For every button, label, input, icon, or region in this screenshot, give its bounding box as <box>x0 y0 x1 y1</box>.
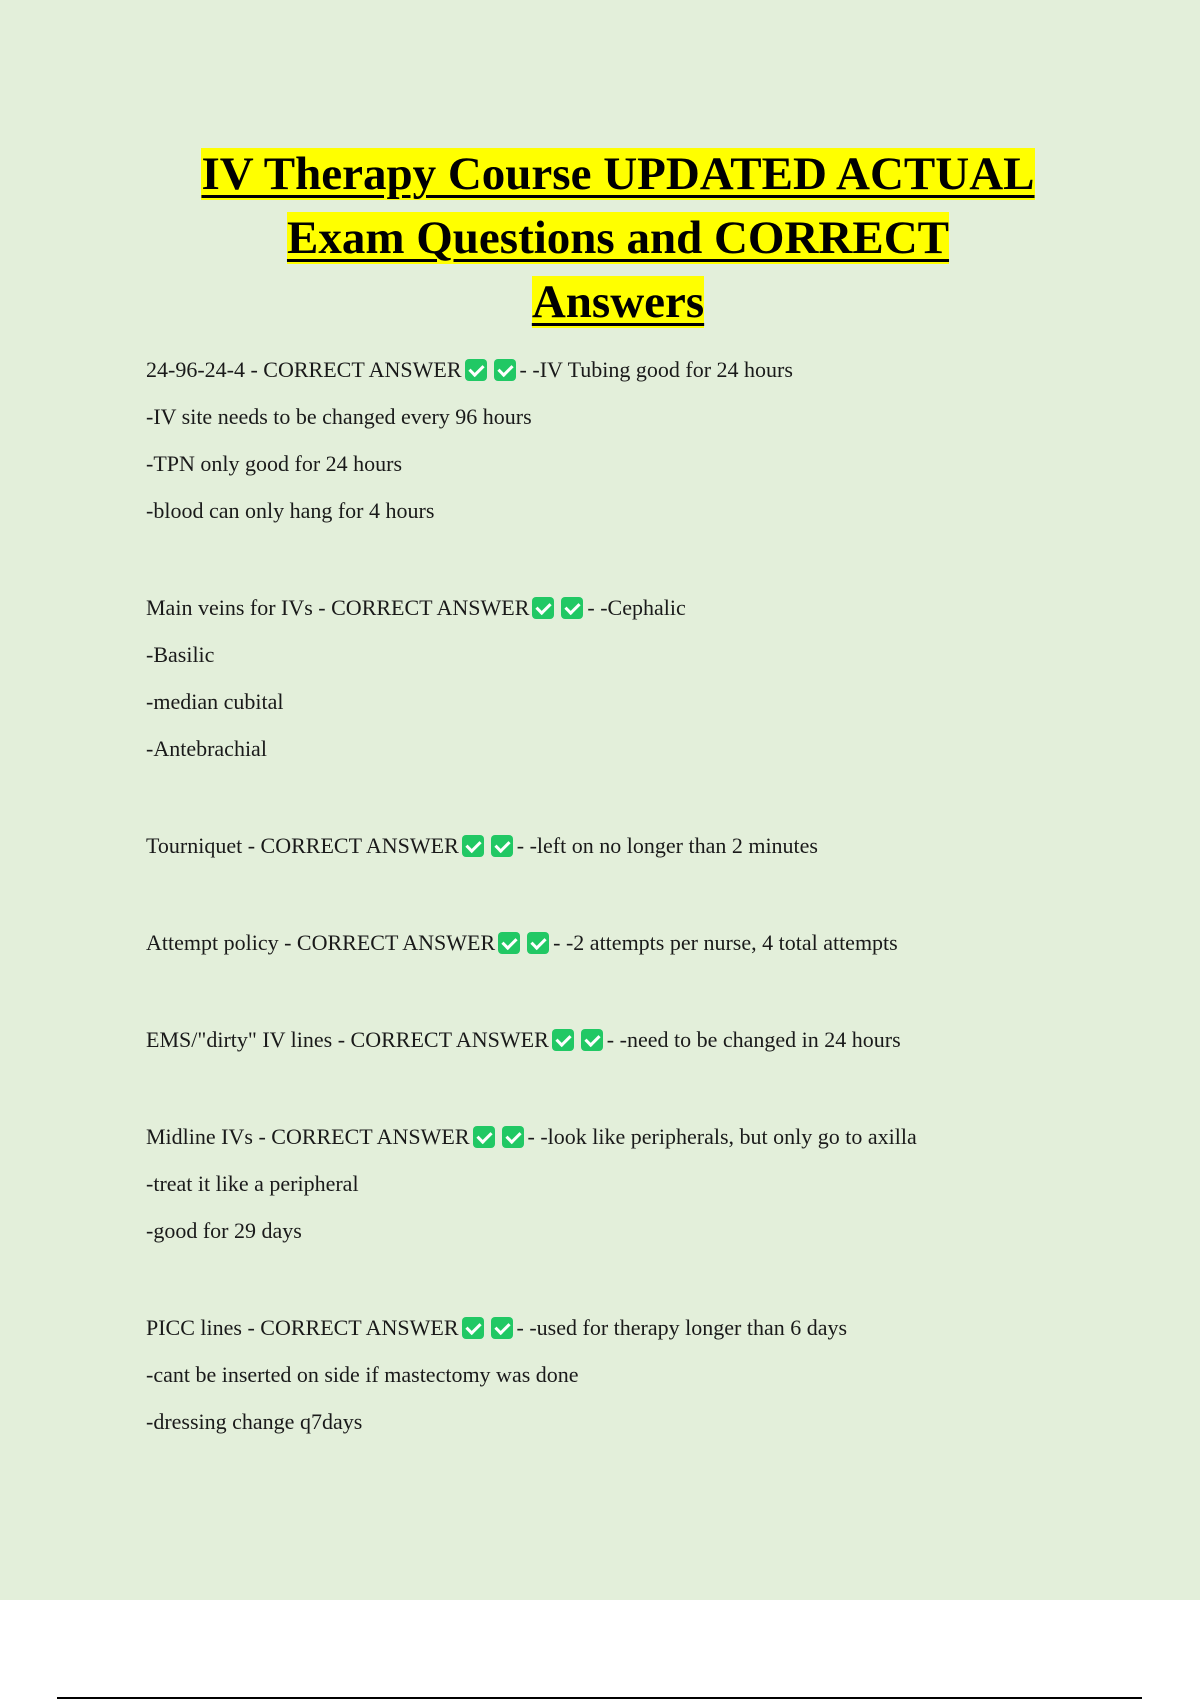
qa-question: Midline IVs - CORRECT ANSWER <box>146 1124 470 1149</box>
check-mark-icon <box>462 835 484 857</box>
check-mark-icon <box>491 835 513 857</box>
qa-list <box>146 349 1106 1448</box>
qa-answer-line: -good for 29 days <box>146 1218 302 1243</box>
qa-item <box>146 1019 1106 1066</box>
check-mark-icon <box>561 597 583 619</box>
footer-divider <box>57 1697 1142 1699</box>
spacer <box>146 969 1106 1019</box>
qa-answer-line: -dressing change q7days <box>146 1409 363 1434</box>
qa-answer-line: -treat it like a peripheral <box>146 1171 359 1196</box>
qa-answer: - -need to be changed in 24 hours <box>606 1027 901 1052</box>
qa-question: 24-96-24-4 - CORRECT ANSWER <box>146 357 462 382</box>
check-mark-icon <box>527 932 549 954</box>
spacer <box>146 1257 1106 1307</box>
check-mark-icon <box>494 359 516 381</box>
qa-answer-line: -TPN only good for 24 hours <box>146 451 403 476</box>
qa-question-line <box>146 1307 1106 1354</box>
qa-item <box>146 587 1106 775</box>
spacer <box>146 872 1106 922</box>
qa-answer: - -look like peripherals, but only go to axilla <box>527 1124 917 1149</box>
qa-answer-line: -median cubital <box>146 689 284 714</box>
check-mark-icon <box>498 932 520 954</box>
check-mark-icon <box>552 1029 574 1051</box>
title-line-2: Exam Questions and CORRECT <box>286 212 950 264</box>
title-line-1: IV Therapy Course UPDATED ACTUAL <box>201 148 1035 200</box>
qa-item <box>146 922 1106 969</box>
document-title <box>140 142 1096 334</box>
qa-answer: - -used for therapy longer than 6 days <box>516 1315 848 1340</box>
qa-question-line <box>146 349 1106 396</box>
qa-question: EMS/"dirty" IV lines - CORRECT ANSWER <box>146 1027 549 1052</box>
qa-item <box>146 349 1106 537</box>
qa-question: Attempt policy - CORRECT ANSWER <box>146 930 496 955</box>
check-mark-icon <box>491 1317 513 1339</box>
qa-answer-line: -cant be inserted on side if mastectomy was done <box>146 1362 579 1387</box>
check-mark-icon <box>532 597 554 619</box>
check-mark-icon <box>502 1126 524 1148</box>
qa-answer-line: -Antebrachial <box>146 736 267 761</box>
spacer <box>146 1066 1106 1116</box>
spacer <box>146 775 1106 825</box>
qa-answer: - -left on no longer than 2 minutes <box>516 833 818 858</box>
qa-question: Main veins for IVs - CORRECT ANSWER <box>146 595 530 620</box>
spacer <box>146 537 1106 587</box>
qa-question-line <box>146 1116 1106 1163</box>
qa-answer-line: -IV site needs to be changed every 96 hours <box>146 404 532 429</box>
qa-item <box>146 1307 1106 1448</box>
qa-question-line <box>146 825 1106 872</box>
title-line-3: Answers <box>531 276 705 328</box>
check-mark-icon <box>581 1029 603 1051</box>
qa-question: PICC lines - CORRECT ANSWER <box>146 1315 459 1340</box>
qa-answer-line: -blood can only hang for 4 hours <box>146 498 435 523</box>
qa-question-line <box>146 587 1106 634</box>
check-mark-icon <box>465 359 487 381</box>
qa-item <box>146 1116 1106 1257</box>
qa-answer: - -2 attempts per nurse, 4 total attempts <box>553 930 898 955</box>
check-mark-icon <box>462 1317 484 1339</box>
qa-question-line <box>146 1019 1106 1066</box>
qa-question-line <box>146 922 1106 969</box>
qa-answer-line: -Basilic <box>146 642 215 667</box>
qa-question: Tourniquet - CORRECT ANSWER <box>146 833 459 858</box>
qa-answer: - -Cephalic <box>587 595 686 620</box>
check-mark-icon <box>473 1126 495 1148</box>
qa-answer: - -IV Tubing good for 24 hours <box>519 357 793 382</box>
qa-item <box>146 825 1106 872</box>
